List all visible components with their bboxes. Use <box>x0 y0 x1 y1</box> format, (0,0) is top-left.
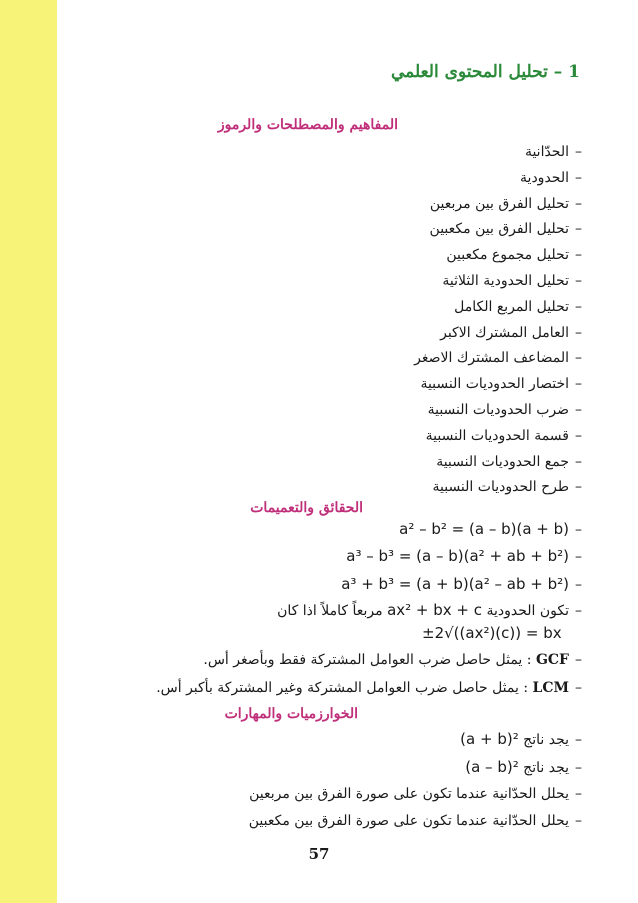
section-heading <box>391 62 580 82</box>
list-item: –الحدّانية <box>524 144 582 160</box>
list-item: –العامل المشترك الاكبر <box>440 324 582 341</box>
list-item: –المضاعف المشترك الاصغر <box>414 350 582 367</box>
skill-factor-difference-of-cubes: –يحلل الحدّانية عندما تكون على صورة الفرق بين مكعبين <box>248 813 582 829</box>
list-item: –تحليل الفرق بين مكعبين <box>429 221 582 238</box>
skill-square-of-sum: –يجد ناتج (a + b)² <box>460 730 582 748</box>
concepts-list <box>182 140 582 501</box>
concepts-title: المفاهيم والمصطلحات والرموز <box>217 117 398 133</box>
list-item: –تحليل مجموع مكعبين <box>446 247 582 264</box>
identity-difference-of-cubes: –a³ – b³ = (a – b)(a² + ab + b²) <box>346 547 582 565</box>
list-item: –قسمة الحدوديات النسبية <box>425 427 582 444</box>
list-item: –تحليل المربع الكامل <box>454 298 582 315</box>
lcm-definition: –LCM : يمثل حاصل ضرب العوامل المشتركة وغير المشتركة بأكبر أس. <box>156 680 582 696</box>
list-item: –تحليل الحدودية الثلاثية <box>442 272 582 289</box>
margin-color-band <box>0 0 57 903</box>
list-item: –ضرب الحدوديات النسبية <box>427 401 582 418</box>
heading-number: 1 <box>568 62 580 82</box>
facts-title: الحقائق والتعميمات <box>250 500 363 516</box>
page-number: 57 <box>308 845 330 863</box>
skill-factor-difference-of-squares: –يحلل الحدّانية عندما تكون على صورة الفرق بين مربعين <box>249 786 582 802</box>
list-item: –طرح الحدوديات النسبية <box>432 479 582 496</box>
identity-sum-of-cubes: –a³ + b³ = (a + b)(a² – ab + b²) <box>341 575 582 593</box>
perfect-square-condition: ±2√((ax²)(c)) = bx <box>422 624 562 642</box>
list-item: –تحليل الفرق بين مربعين <box>429 195 582 212</box>
skill-square-of-difference: –يجد ناتج (a – b)² <box>465 758 582 776</box>
perfect-square-trinomial-rule: –تكون الحدودية ax² + bx + c مربعاً كاملاً اذا كان <box>277 601 582 619</box>
identity-difference-of-squares: –a² – b² = (a – b)(a + b) <box>399 520 582 538</box>
list-item: –اختصار الحدوديات النسبية <box>420 376 582 393</box>
list-item: –جمع الحدوديات النسبية <box>436 453 582 470</box>
heading-title: – تحليل المحتوى العلمي <box>390 62 563 82</box>
algorithms-title: الخوارزميات والمهارات <box>224 706 358 722</box>
list-item: –الحدودية <box>520 169 582 186</box>
gcf-definition: –GCF : يمثل حاصل ضرب العوامل المشتركة فقط وبأصغر أس. <box>203 652 582 668</box>
